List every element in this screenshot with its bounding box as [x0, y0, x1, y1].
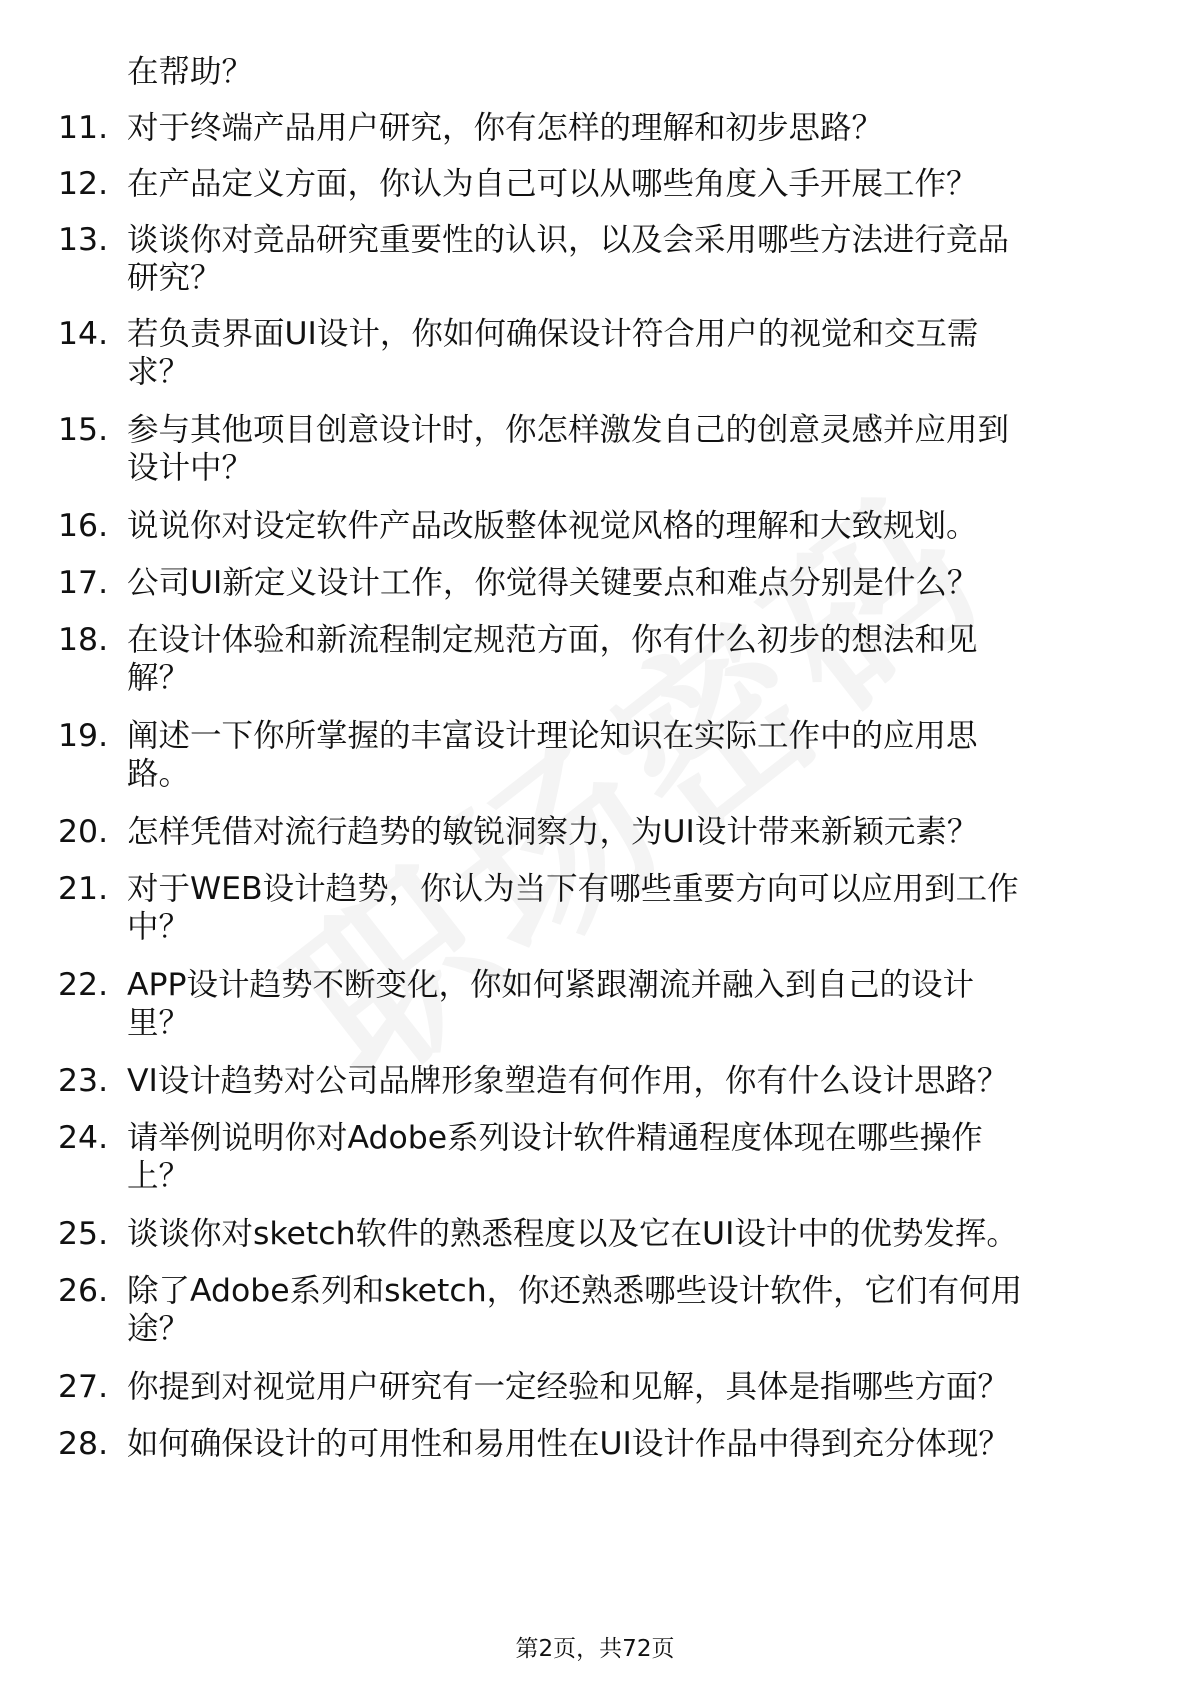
item-text: 参与其他项目创意设计时，你怎样激发自己的创意灵感并应用到: [127, 412, 1010, 448]
item-number: 17.: [58, 565, 109, 601]
continuation-text: 在帮助？: [127, 54, 254, 90]
item-text: 设计中？: [127, 450, 254, 486]
item-text: 上？: [127, 1158, 191, 1194]
item-text: 说说你对设定软件产品改版整体视觉风格的理解和大致规划。: [127, 508, 978, 544]
item-number: 20.: [58, 814, 109, 850]
item-text: VI设计趋势对公司品牌形象塑造有何作用，你有什么设计思路？: [127, 1063, 1009, 1099]
item-number: 14.: [58, 316, 109, 352]
item-text: 在产品定义方面，你认为自己可以从哪些角度入手开展工作？: [127, 166, 978, 202]
item-text: 对于WEB设计趋势，你认为当下有哪些重要方向可以应用到工作: [127, 871, 1019, 907]
item-text: 如何确保设计的可用性和易用性在UI设计作品中得到充分体现？: [127, 1426, 1010, 1462]
item-number: 13.: [58, 222, 109, 258]
item-text: 中？: [127, 909, 191, 945]
item-text: 阐述一下你所掌握的丰富设计理论知识在实际工作中的应用思: [127, 718, 978, 754]
item-text: APP设计趋势不断变化，你如何紧跟潮流并融入到自己的设计: [127, 967, 975, 1003]
item-number: 21.: [58, 871, 109, 907]
item-number: 23.: [58, 1063, 109, 1099]
item-number: 11.: [58, 110, 109, 146]
item-number: 15.: [58, 412, 109, 448]
item-number: 27.: [58, 1369, 109, 1405]
item-text: 研究？: [127, 260, 222, 296]
item-number: 24.: [58, 1120, 109, 1156]
item-number: 18.: [58, 622, 109, 658]
item-number: 12.: [58, 166, 109, 202]
item-number: 28.: [58, 1426, 109, 1462]
item-text: 求？: [127, 354, 191, 390]
item-text: 谈谈你对sketch软件的熟悉程度以及它在UI设计中的优势发挥。: [127, 1216, 1018, 1252]
item-text: 怎样凭借对流行趋势的敏锐洞察力，为UI设计带来新颖元素？: [127, 814, 979, 850]
item-text: 途？: [127, 1311, 191, 1347]
item-text: 解？: [127, 660, 191, 696]
item-text: 除了Adobe系列和sketch，你还熟悉哪些设计软件，它们有何用: [127, 1273, 1023, 1309]
item-text: 在设计体验和新流程制定规范方面，你有什么初步的想法和见: [127, 622, 978, 658]
item-number: 19.: [58, 718, 109, 754]
item-text: 路。: [127, 756, 191, 792]
item-text: 对于终端产品用户研究，你有怎样的理解和初步思路？: [127, 110, 884, 146]
item-text: 你提到对视觉用户研究有一定经验和见解，具体是指哪些方面？: [127, 1369, 1010, 1405]
page-footer: 第2页，共72页: [515, 1636, 675, 1662]
item-text: 谈谈你对竞品研究重要性的认识，以及会采用哪些方法进行竞品: [127, 222, 1010, 258]
item-number: 22.: [58, 967, 109, 1003]
item-text: 请举例说明你对Adobe系列设计软件精通程度体现在哪些操作: [127, 1120, 983, 1156]
item-number: 26.: [58, 1273, 109, 1309]
item-text: 若负责界面UI设计，你如何确保设计符合用户的视觉和交互需: [127, 316, 979, 352]
item-text: 公司UI新定义设计工作，你觉得关键要点和难点分别是什么？: [127, 565, 979, 601]
item-number: 25.: [58, 1216, 109, 1252]
item-number: 16.: [58, 508, 109, 544]
item-text: 里？: [127, 1005, 191, 1041]
